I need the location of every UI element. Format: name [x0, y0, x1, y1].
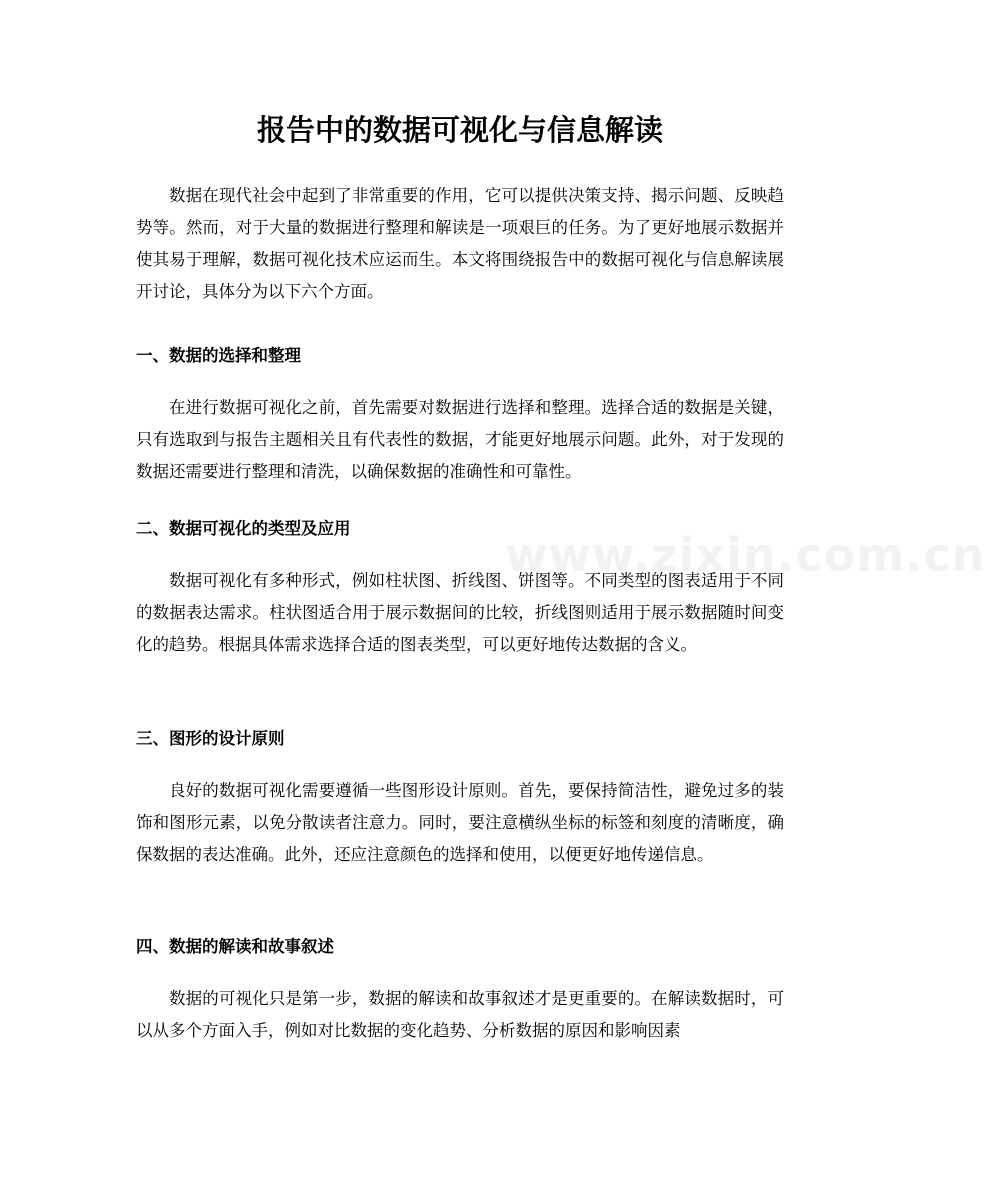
section-2-heading: 二、数据可视化的类型及应用	[136, 519, 351, 538]
document-title: 报告中的数据可视化与信息解读	[256, 113, 663, 147]
section-1-heading: 一、数据的选择和整理	[136, 346, 301, 365]
watermark: www.zixin.com.cn	[505, 528, 986, 582]
section-4-body: 数据的可视化只是第一步，数据的解读和故事叙述才是更重要的。在解读数据时，可以从多个方面入手，例如对比数据的变化趋势、分析数据的原因和影响因素	[136, 989, 784, 1040]
intro-paragraph: 数据在现代社会中起到了非常重要的作用，它可以提供决策支持、揭示问题、反映趋势等。然而，对于大量的数据进行整理和解读是一项艰巨的任务。为了更好地展示数据并使其易于理解，数据可视化技术应运而生。本文将围绕报告中的数据可视化与信息解读展开讨论，具体分为以下六个方面。	[136, 186, 784, 301]
section-1-body: 在进行数据可视化之前，首先需要对数据进行选择和整理。选择合适的数据是关键，只有选取到与报告主题相关且有代表性的数据，才能更好地展示问题。此外，对于发现的数据还需要进行整理和清洗，以确保数据的准确性和可靠性。	[136, 398, 784, 481]
section-4-heading: 四、数据的解读和故事叙述	[136, 937, 334, 956]
section-2-body: 数据可视化有多种形式，例如柱状图、折线图、饼图等。不同类型的图表适用于不同的数据表达需求。柱状图适合用于展示数据间的比较，折线图则适用于展示数据随时间变化的趋势。根据具体需求选择合适的图表类型，可以更好地传达数据的含义。	[136, 571, 784, 654]
section-3-heading: 三、图形的设计原则	[136, 729, 285, 748]
section-3-body: 良好的数据可视化需要遵循一些图形设计原则。首先，要保持简洁性，避免过多的装饰和图形元素，以免分散读者注意力。同时，要注意横纵坐标的标签和刻度的清晰度，确保数据的表达准确。此外，还应注意颜色的选择和使用，以便更好地传递信息。	[136, 781, 784, 864]
